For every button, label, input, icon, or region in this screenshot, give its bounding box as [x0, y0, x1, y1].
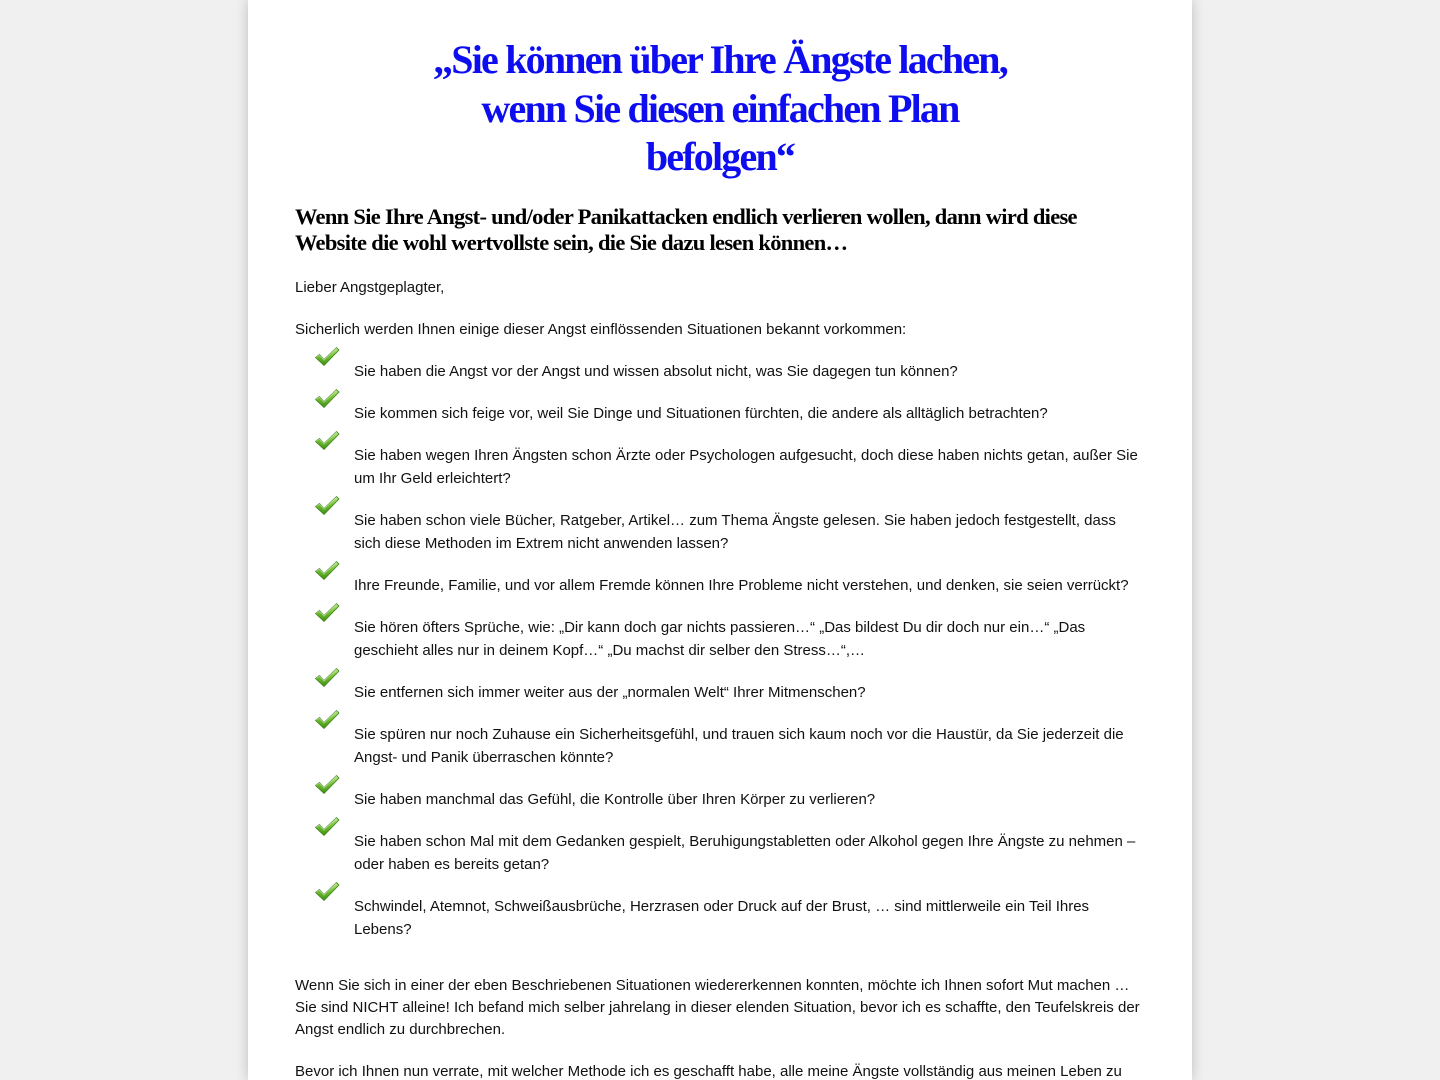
check-icon — [314, 495, 340, 517]
check-icon — [314, 667, 340, 689]
list-item-text: Sie spüren nur noch Zuhause ein Sicherheitsgefühl, und trauen sich kaum noch vor die Haustür, da Sie jederzeit die Angst- und Panik überraschen könnte? — [354, 725, 1124, 766]
list-item — [295, 509, 1145, 555]
page-headline: „Sie können über Ihre Ängste lachen, wenn Sie diesen einfachen Plan befolgen“ — [433, 37, 1007, 179]
greeting-text: Lieber Angstgeplagter, — [295, 278, 445, 296]
list-item-text: Sie hören öfters Sprüche, wie: „Dir kann doch gar nichts passieren…“ „Das bildest Du dir doch nur ein…“ „Das geschieht alles nur in deinem Kopf…“ „Du machst dir selber den Stress…“,… — [354, 618, 1086, 659]
list-item — [295, 723, 1145, 769]
check-icon — [314, 816, 340, 838]
after-list-paragraph: Wenn Sie sich in einer der eben Beschriebenen Situationen wiedererkennen konnten, möchte ich Ihnen sofort Mut machen … Sie sind NICHT alleine! Ich befand mich selber jahrelang in dieser elenden Situation, bevor ich es schaffte, den Teufelskreis der Angst endlich zu durchbrechen. — [295, 976, 1140, 1038]
check-icon — [314, 709, 340, 731]
check-icon — [314, 774, 340, 796]
list-item — [295, 681, 1145, 704]
check-icon — [314, 602, 340, 624]
list-item-text: Schwindel, Atemnot, Schweißausbrüche, Herzrasen oder Druck auf der Brust, … sind mittlerweile ein Teil Ihres Lebens? — [354, 897, 1090, 938]
content-column — [295, 0, 1145, 1080]
subheadline: Wenn Sie Ihre Angst- und/oder Panikattacken endlich verlieren wollen, dann wird diese Website die wohl wertvollste sein, die Sie dazu lesen können… — [295, 203, 1077, 255]
situations-checklist — [295, 360, 1145, 941]
check-icon — [314, 881, 340, 903]
list-item — [295, 402, 1145, 425]
check-icon — [314, 430, 340, 452]
check-icon — [314, 346, 340, 368]
intro-text: Sicherlich werden Ihnen einige dieser Angst einflössenden Situationen bekannt vorkommen: — [295, 320, 907, 338]
list-item-text: Sie kommen sich feige vor, weil Sie Dinge und Situationen fürchten, die andere als alltäglich betrachten? — [354, 404, 1048, 422]
list-item — [295, 788, 1145, 811]
list-item — [295, 830, 1145, 876]
list-item-text: Sie haben wegen Ihren Ängsten schon Ärzte oder Psychologen aufgesucht, doch diese haben nichts getan, außer Sie um Ihr Geld erleichtert? — [354, 446, 1138, 487]
list-item-text: Sie haben schon viele Bücher, Ratgeber, Artikel… zum Thema Ängste gelesen. Sie haben jedoch festgestellt, dass sich diese Methoden im Extrem nicht anwenden lassen? — [354, 511, 1116, 552]
list-item-text: Sie haben schon Mal mit dem Gedanken gespielt, Beruhigungstabletten oder Alkohol gegen Ihre Ängste zu nehmen – oder haben es bereits getan? — [354, 832, 1136, 873]
next-paragraph: Bevor ich Ihnen nun verrate, mit welcher Methode ich es geschafft habe, alle meine Ängste vollständig aus meinen Leben zu — [295, 1062, 1122, 1080]
list-item-text: Sie entfernen sich immer weiter aus der „normalen Welt“ Ihrer Mitmenschen? — [354, 683, 866, 701]
list-item — [295, 444, 1145, 490]
check-icon — [314, 560, 340, 582]
list-item-text: Sie haben manchmal das Gefühl, die Kontrolle über Ihren Körper zu verlieren? — [354, 790, 876, 808]
list-item — [295, 574, 1145, 597]
list-item-text: Sie haben die Angst vor der Angst und wissen absolut nicht, was Sie dagegen tun können? — [354, 362, 958, 380]
list-item-text: Ihre Freunde, Familie, und vor allem Fremde können Ihre Probleme nicht verstehen, und denken, sie seien verrückt? — [354, 576, 1129, 594]
page-container — [248, 0, 1192, 1080]
list-item — [295, 360, 1145, 383]
check-icon — [314, 388, 340, 410]
list-item — [295, 895, 1145, 941]
list-item — [295, 616, 1145, 662]
